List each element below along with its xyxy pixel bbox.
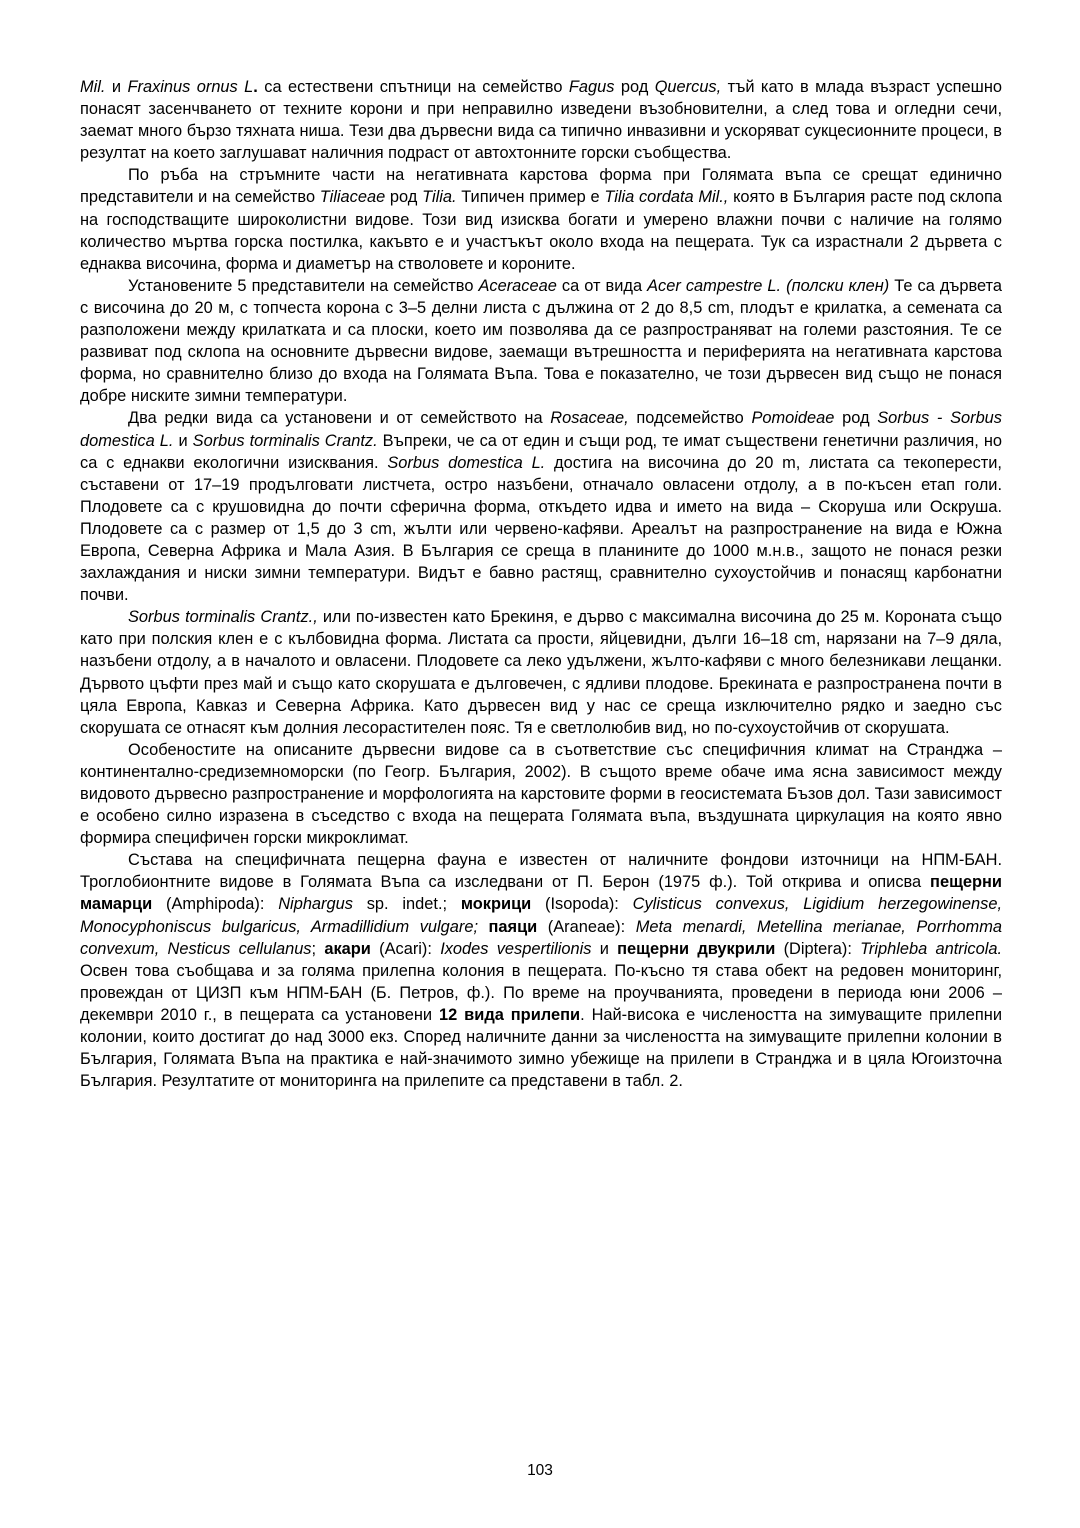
paragraph-7	[80, 849, 1002, 1092]
text-run: (Isopoda):	[531, 895, 633, 914]
text-run: Установените 5 представители на семейство	[128, 276, 479, 295]
text-run: род	[834, 409, 878, 428]
bold-run: пещерни двукрили	[617, 939, 776, 958]
text-run: която в България расте под склопа на господстващите широколистни видове. Този вид изисква богати и умерено влажни почви с наличие на голямо количество мъртва горска постилка, какъвто е и участъкът около входа на пещерата. Тук са израстнали 2 дървета с еднаква височина, форма и диаметър на стволовете и короните.	[80, 188, 1003, 273]
italic-run: Fraxinus ornus L	[127, 78, 254, 96]
text-run: и	[591, 939, 618, 958]
italic-run: Pomoideae	[751, 409, 835, 428]
text-run: По ръба на стръмните части на негативната карстова форма при Голямата въпа се срещат единично представители и на семейство	[80, 166, 1002, 207]
italic-run: Ixodes vespertilionis	[440, 939, 592, 958]
text-run: sp. indet.;	[352, 895, 461, 914]
text-run: са от вида	[556, 276, 648, 295]
italic-run: Aceraceae	[478, 276, 557, 295]
bold-run: акари	[324, 939, 371, 958]
italic-run: Mil.	[80, 78, 106, 96]
italic-run: Tiliaceae	[319, 188, 386, 207]
italic-run: Sorbus domestica L.	[387, 453, 546, 472]
page-body	[80, 76, 1002, 1092]
italic-run: Fagus	[568, 78, 615, 96]
text-run: (Diptera):	[775, 939, 861, 958]
text-run: (Acari):	[370, 939, 441, 958]
italic-run: Quercus,	[654, 78, 722, 96]
text-run: и	[173, 431, 193, 450]
text-run: (Amphipoda):	[152, 895, 279, 914]
text-run: Освен това съобщава и за голяма прилепна колония в пещерата. По-късно тя става обект на редовен мониторинг, провеждан от ЦИЗП към НПМ-БАН (Б. Петров, ф.). По време на проучванията, проведени в периода юни 2006 – декември 2010 г., в пещерата са установени	[80, 961, 1002, 1024]
text-run: са естествени спътници на семейство	[257, 78, 569, 96]
text-run: и	[105, 78, 128, 96]
bold-run: .	[253, 78, 258, 96]
text-run: подсемейство	[628, 409, 752, 428]
text-run: (Araneae):	[537, 917, 636, 936]
paragraph-6	[80, 739, 1002, 849]
italic-run: Sorbus torminalis Crantz.	[192, 431, 378, 450]
italic-run: Rosaceae,	[550, 409, 629, 428]
text-run: Два редки вида са установени и от семейството на	[128, 409, 551, 428]
text-run: или по-известен като Брекиня, е дърво с максимална височина до 25 м. Короната също като при полския клен е с кълбовидна форма. Листата са прости, яйцевидни, дълги 16–18 cm, нарязани на 7–9 дяла, назъбени отдолу, а в началото и овласени. Плодовете са леко удължени, жълто-кафяви с много белезникави лещанки. Дървото цъфти през май и също като скорушата е дълговечен, с ядливи плодове. Брекината е разпространена почти в цяла Европа, Кавказ и Северна Африка. Като дървесен вид у нас се среща изключително рядко и заедно със скорушата се отнасят към долния лесорастителен пояс. Тя е светлолюбив вид, но по-сухоустойчив от скорушата.	[80, 608, 1002, 737]
text-run: Състава на специфичната пещерна фауна е известен от наличните фондови източници на НПМ-БАН. Троглобионтните видове в Голямата Въпа са изследвани от П. Берон (1975 ф.). Той открива и описва	[80, 851, 1002, 892]
text-run: Особеностите на описаните дървесни видове са в съответствие със специфичния климат на Странджа – континентално-средиземноморски (по Геогр. България, 2002). В същото време обаче има ясна зависимост между видовото дървесно разпространение и морфологията на карстовите форми в геосистемата Бъзов дол. Тази зависимост е особено силно изразена в съседство с входа на пещерата Голямата въпа, въздушната циркулация на която явно формира специфичен горски микроклимат.	[80, 740, 1002, 848]
italic-run: Acer campestre L. (полски клен)	[647, 276, 890, 295]
italic-run: Sorbus torminalis Crantz.,	[128, 608, 318, 627]
paragraph-2	[80, 164, 1002, 274]
paragraph-4	[80, 407, 1002, 606]
italic-run: Triphleba antricola.	[860, 939, 1003, 958]
text-run: род	[385, 188, 423, 207]
italic-run: Cylisticus convexus, Ligidium herzegowinense, Monocyphoniscus bulgaricus, Armadillidium vulgare;	[80, 895, 1003, 936]
italic-run: Tilia cordata Mil.,	[604, 188, 729, 207]
paragraph-1	[80, 76, 1002, 164]
page-number: 103	[527, 1462, 553, 1479]
text-run: . Най-висока е числеността на зимуващите прилепни колонии, които достигат до над 3000 екз. Според наличните данни за числеността на зимуващите прилепни колонии в България, Голямата Въпа на практика е най-значимото зимно убежище на прилепи в Странджа и в цяла Югоизточна България. Резултатите от мониторинга на прилепите са представени в табл. 2.	[80, 1005, 1002, 1091]
bold-run: мокрици	[460, 895, 532, 914]
text-run: Въпреки, че са от един и същи род, те имат съществени генетични различия, но са с еднакви екологични изисквания.	[80, 431, 1002, 472]
text-run: род	[614, 78, 655, 96]
text-run: достига на височина до 20 m, листата са текоперести, съставени от 17–19 продълговати листчета, остро назъбени, отначало овласени отдолу, а в по-късен етап голи. Плодовете са с крушовидна до почти сферична форма, откъдето идва и името на вида – Скоруша или Оскруша. Плодовете са с размер от 1,5 до 3 cm, жълти или червено-кафяви. Ареалът на разпространение на вида е Южна Европа, Северна Африка и Мала Азия. В България се среща в планините до 1000 м.н.в., защото не понася резки захлаждания и ниски зимни температури. Видът е бавно растящ, сравнително сухоустойчив и понасящ карбонатни почви.	[80, 453, 1002, 605]
text-run	[478, 918, 489, 936]
italic-run: Meta menardi, Metellina merianae, Porrhomma convexum, Nesticus cellulanus	[80, 917, 1002, 958]
bold-run: пещерни мамарци	[80, 873, 1002, 914]
text-run: ;	[311, 939, 325, 958]
italic-run: Sorbus - Sorbus domestica L.	[80, 409, 1002, 450]
italic-run: Niphargus	[278, 895, 353, 914]
text-run: Типичен пример е	[456, 188, 605, 207]
italic-run: Tilia.	[422, 188, 457, 207]
text-run: тъй като в млада възраст успешно понасят засенчването от техните корони и при неправилно изведени възобновителни, а след това и огледни сечи, заемат много бързо тяхната ниша. Тези два дървесни вида са типично инвазивни и ускоряват сукцесионните процеси, в резултат на което заглушават наличния подраст от автохтонните горски съобщества.	[80, 78, 1002, 163]
bold-run: 12 вида прилепи	[438, 1005, 581, 1024]
bold-run: паяци	[488, 917, 538, 936]
paragraph-3	[80, 275, 1002, 408]
text-run: Те са дървета с височина до 20 м, с топчеста корона с 3–5 делни листа с дължина от 2 до 8,5 cm, плодът е крилатка, а семената са разположени между крилатката и са плоски, което им позволява да се разпространяват на големи разстояния. Те се развиват под склопа на основните дървесни видове, заемащи вътрешността и периферията на негативната карстова форма, но сравнително близо до входа на Голямата Въпа. Това е показателно, че този дървесен вид също не понася добре ниските зимни температури.	[80, 276, 1002, 406]
paragraph-5	[80, 606, 1002, 739]
